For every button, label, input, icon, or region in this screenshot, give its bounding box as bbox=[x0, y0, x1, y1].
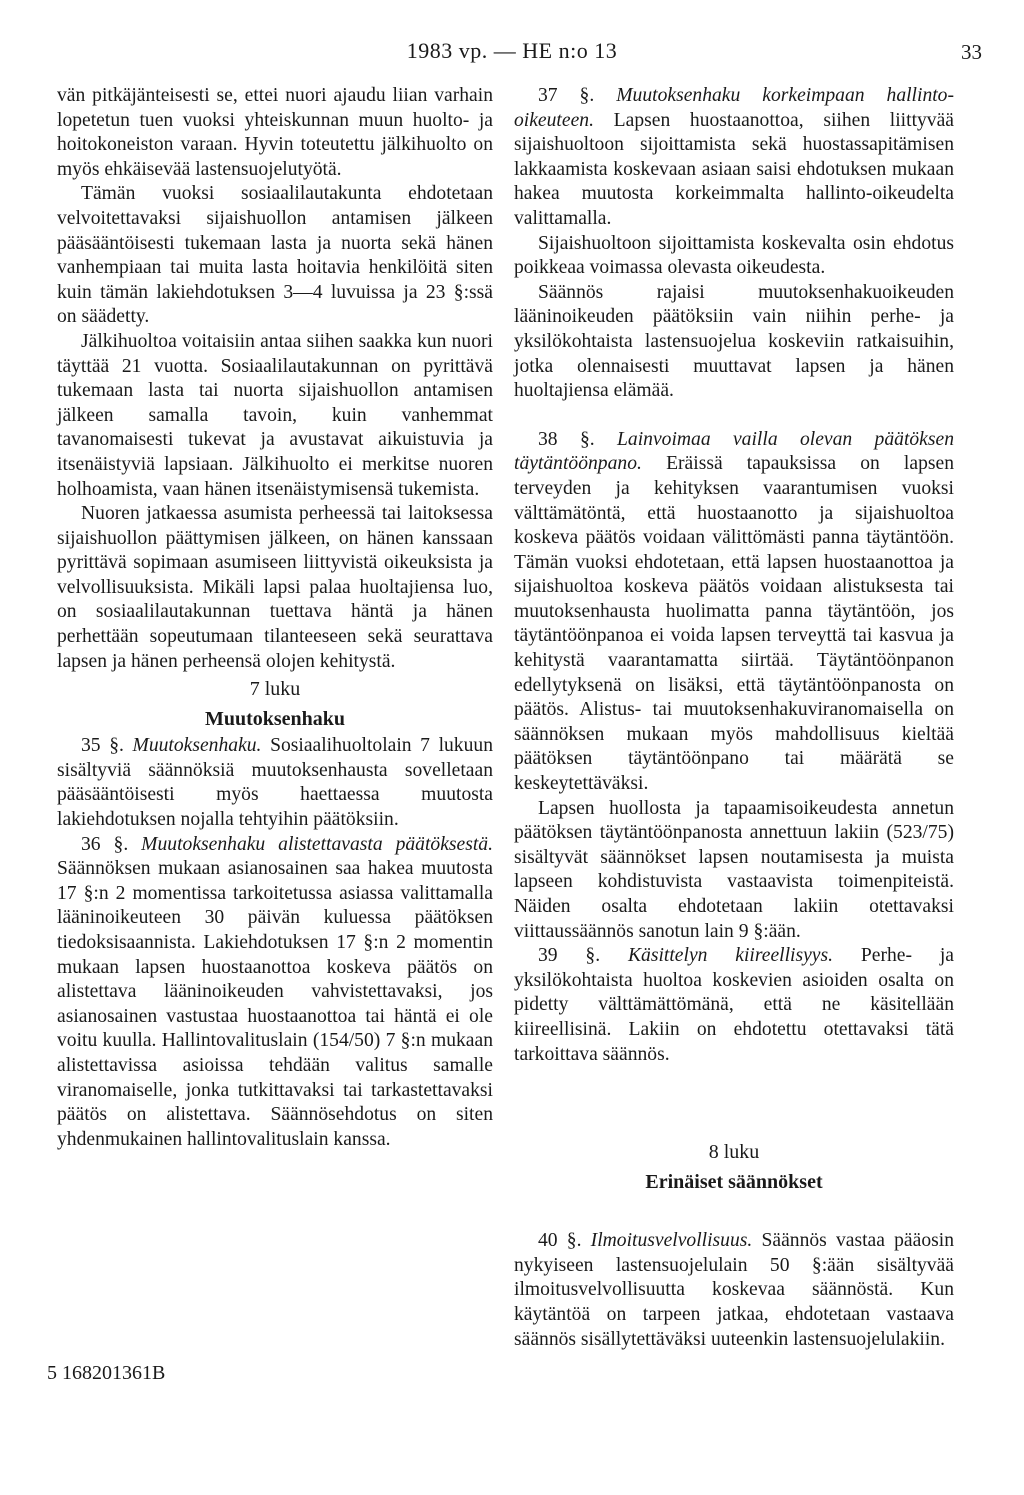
section-text: Säännös vastaa pääosin nykyiseen lastensuojelulain 50 §:ään sisältyvää ilmoitusvelvollisuutta koskevaa säännöstä. Kun käytäntöä on tarpeen jatkaa, ehdotetaan vastaava säännös sisällytettäväksi uuteenkin lastensuojelulakiin. bbox=[514, 1230, 954, 1350]
print-code: 5 168201361B bbox=[47, 1362, 166, 1384]
section-title: Muutoksenhaku alistettavasta päätöksestä. bbox=[141, 833, 494, 855]
section-35 bbox=[57, 734, 493, 832]
paragraph: Nuoren jatkaessa asumista perheessä tai laitoksessa sijaishuollon päättymisen jälkeen, on hänen kanssaan pyrittävä sopimaan asumiseen liittyvistä oikeuksista ja velvollisuuksista. Mikäli lapsi palaa huoltajiensa luo, on sosiaalilautakunnan tuettava häntä ja hänen perhettään sopeutumaan tilanteeseen sekä seurattava lapsen ja hänen perheensä olojen kehitystä. bbox=[57, 503, 493, 672]
section-37 bbox=[514, 84, 954, 232]
page-number: 33 bbox=[961, 40, 982, 64]
section-36 bbox=[57, 833, 493, 1153]
section-title: Muutoksenhaku. bbox=[132, 735, 262, 757]
chapter-number: 8 luku bbox=[708, 1141, 760, 1164]
section-text: Eräissä tapauksissa on lapsen terveyden ja kehityksen vaarantumisen vuoksi välttämätöntä, että huostaanotto ja sijaishuoltoa koskeva päätös voidaan välittömästi panna täytäntöön. Tämän vuoksi ehdotetaan, että lapsen huostaanottoa ja sijaishuoltoa koskeva päätös voidaan alistuksesta tai muutoksenhausta huolimatta panna täytäntöön, jos täytäntöönpanoa ei voida lapsen terveyttä tai kasvua ja kehitystä vaarantamatta siirtää. Täytäntöönpanon edellytyksenä on lisäksi, että täytäntöönpanosta on päätös. Alistus- tai muutoksenhakuviranomaisella on säännöksen mukaan myös mahdollisuus kieltää päätöksen täytäntöönpano tai määrätä se keskeytettäväksi. bbox=[514, 453, 954, 795]
section-title: Lainvoimaa vailla olevan päätöksen täytäntöönpano. bbox=[514, 428, 955, 475]
section-text: Lapsen huostaanottoa, siihen liittyvää sijaishuoltoon sijoittamista sekä huostassapitämisen lakkaamista koskevaan asiaan saisi ehdotuksen mukaan hakea muutosta korkeimmalta hallinto-oikeudelta valittamalla. bbox=[514, 109, 954, 229]
section-40 bbox=[514, 1229, 954, 1352]
page-header bbox=[0, 38, 1024, 68]
section-39 bbox=[514, 944, 954, 1067]
paragraph: Jälkihuoltoa voitaisiin antaa siihen saakka kun nuori täyttää 21 vuotta. Sosiaalilautakunnan on pyrittävä tukemaan lasta tai nuorta sijaishuollon antamisen jälkeen samalla tavoin, kuin vanhemmat tavanomaisesti tukevat ja avustavat aikuistuvia ja itsenäistyviä lapsiaan. Jälkihuolto ei merkitse nuoren holhoamista, vaan hänen itsenäistymisensä tukemista. bbox=[57, 330, 493, 500]
section-text: Sosiaalihuoltolain 7 lukuun sisältyviä säännöksiä muutoksenhausta sovelletaan pääsääntöisesti myös haettaessa muutosta lakiehdotuksen nojalla tehtyihin päätöksiin. bbox=[57, 735, 493, 831]
section-text: Perhe- ja yksilökohtaista huoltoa koskevien asioiden osalta on pidetty välttämättömänä, että ne käsitellään kiireellisinä. Lakiin on ehdotettu otettavaksi tätä tarkoittava säännös. bbox=[514, 945, 954, 1065]
section-label: 38 §. bbox=[538, 428, 595, 450]
section-text: Säännöksen mukaan asianosainen saa hakea muutosta 17 §:n 2 momentissa tarkoitetussa asiassa valittamalla lääninoikeuteen 30 päivän kuluessa päätöksen tiedoksisaannista. Lakiehdotuksen 17 §:n 2 momentin mukaan lapsen huostaanottoa koskeva päätös on alistettava lääninoikeuden vahvistettavaksi, jos asianosainen vastustaa huostaanottoa tai häntä ei ole voitu kuulla. Hallintovalituslain (154/50) 7 §:n mukaan alistettavissa asioissa tehdään valitus samalle viranomaiselle, jonka tutkittavaksi tai tarkastettavaksi päätös on alistettava. Säännösehdotus on siten yhdenmukainen hallintovalituslain kanssa. bbox=[57, 858, 493, 1150]
section-label: 40 §. bbox=[538, 1230, 582, 1252]
right-column bbox=[514, 84, 954, 1352]
running-head: 1983 vp. — HE n:o 13 bbox=[406, 38, 618, 63]
section-title: Muutoksenhaku korkeimpaan hallinto-oikeuteen. bbox=[514, 85, 955, 131]
paragraph: vän pitkäjänteisesti se, ettei nuori ajaudu liian varhain lopetetun tuen vuoksi yhteiskunnan muun huolto- ja hoitokoneiston varaan. Hyvin toteutettu jälkihuolto on myös ehkäisevää lastensuojelutyötä. bbox=[57, 85, 493, 180]
section-title: Ilmoitusvelvollisuus. bbox=[590, 1230, 753, 1252]
section-label: 36 §. bbox=[81, 833, 129, 855]
section-label: 39 §. bbox=[538, 945, 601, 967]
paragraph: Tämän vuoksi sosiaalilautakunta ehdotetaan velvoitettavaksi sijaishuollon antamisen jälkeen pääsääntöisesti tukemaan lasta ja nuorta sekä hänen vanhempiaan tai muita lasta hoitavia henkilöitä siten kuin tämän lakiehdotuksen 3—4 luvuissa ja 23 §:ssä on säädetty. bbox=[57, 183, 493, 328]
chapter-title: Erinäiset säännökset bbox=[645, 1171, 823, 1194]
chapter-number: 7 luku bbox=[249, 678, 301, 701]
section-title: Käsittelyn kiireellisyys. bbox=[627, 945, 834, 967]
paragraph: Lapsen huollosta ja tapaamisoikeudesta annetun päätöksen täytäntöönpanosta annettuun lakiin (523/75) sisältyvät säännökset lapsen noutamisesta ja muista lapseen kohdistuvista vastaavista toimenpiteistä. Näiden osalta ehdotetaan lakiin otettavaksi viittaussäännös sanotun lain 9 §:ään. bbox=[514, 797, 954, 942]
chapter-title: Muutoksenhaku bbox=[204, 708, 346, 731]
paragraph: Sijaishuoltoon sijoittamista koskevalta osin ehdotus poikkeaa voimassa olevasta oikeudesta. bbox=[514, 232, 954, 279]
section-label: 35 §. bbox=[81, 735, 124, 757]
paragraph: Säännös rajaisi muutoksenhakuoikeuden lääninoikeuden päätöksiin vain niihin perhe- ja yksilökohtaista lastensuojelua koskeviin ratkaisuihin, jotka olennaisesti muuttavat lapsen ja hänen huoltajiensa elämää. bbox=[514, 281, 954, 402]
section-38 bbox=[514, 428, 954, 797]
left-column bbox=[57, 84, 493, 1152]
section-label: 37 §. bbox=[538, 85, 595, 106]
